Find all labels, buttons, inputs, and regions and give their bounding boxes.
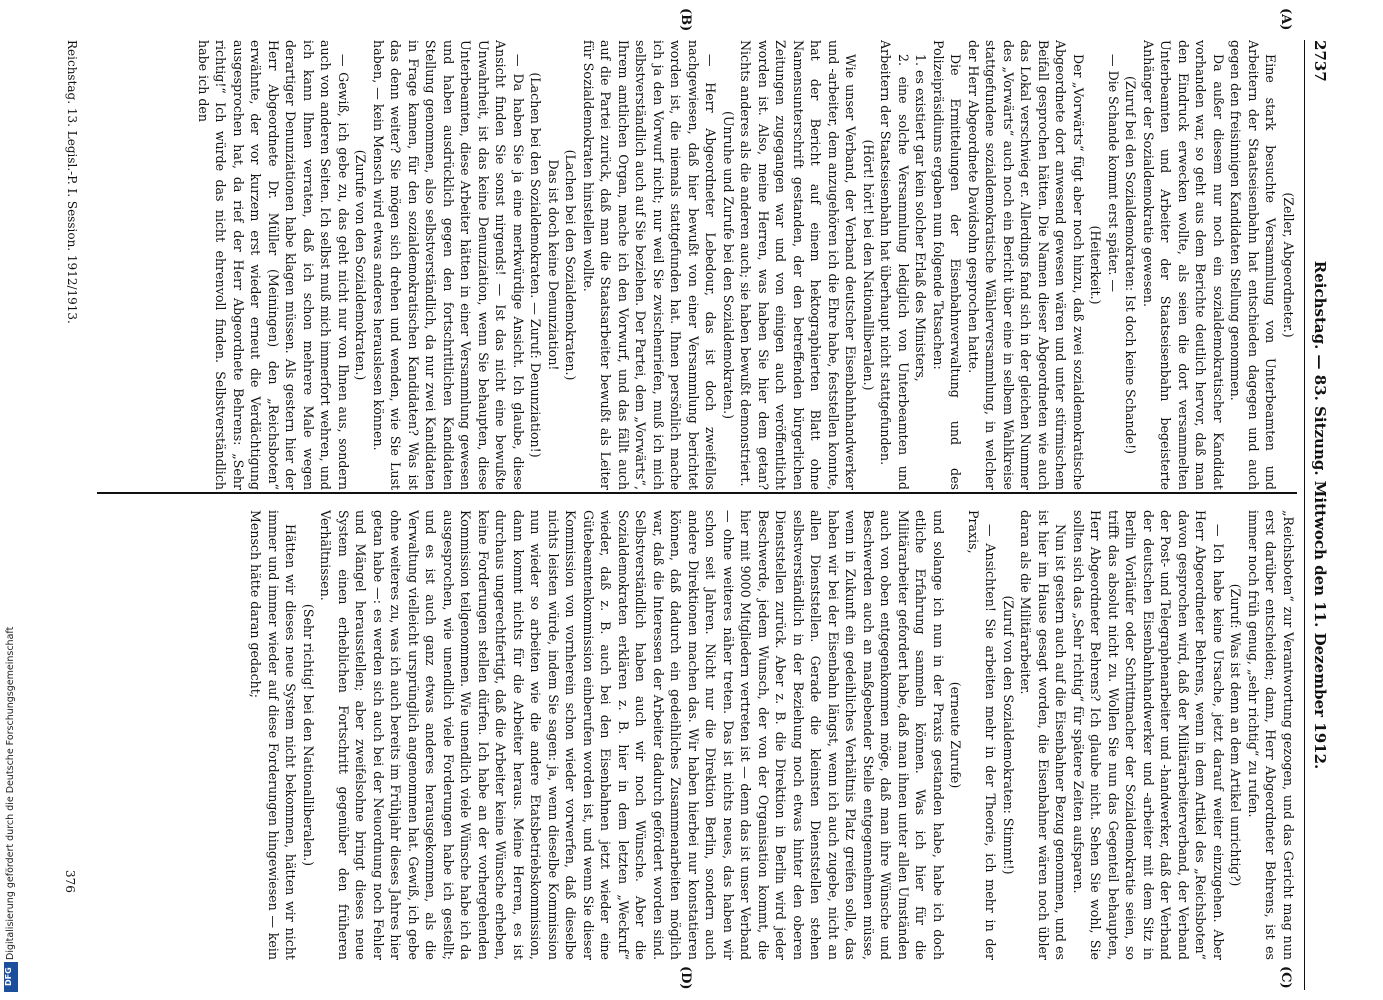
paragraph: Wie unser Verband, der Verband deutscher Eisenbahnhandwerker und -arbeiter, dem anzugehören ich die Ehre habe, feststellen konnte, hat der Bericht auf einem hektographierten Blatt ohne Namensunterschrift gestanden, der den betreffenden bürgerlichen Zeitungen zugegangen war und von einigen auch veröffentlicht worden ist. Also, meine Herren, was haben Sie hier dem getan? Nichts anderes als die anderen auch; sie haben bewußt demonstriert.	[738, 40, 859, 490]
paragraph: — Ansichten! Sie arbeiten mehr in der Theorie, ich mehr in der Praxis,	[966, 510, 999, 960]
interjection: (erneute Zurufe)	[948, 681, 964, 789]
interjection: (Hört! hört! bei den Nationalliberalen.)	[861, 139, 876, 391]
page-footer: Reichstag. 13. Legisl.-P. I. Session. 1912/1913.	[65, 40, 79, 324]
paragraph: — Da haben Sie ja eine merkwürdige Ansicht. Ich glaube, diese Ansicht finden Sie sonst nirgends! — Ist das nicht eine bewußte Unwahrheit, ist das keine Denunziation, wenn Sie behaupten, diese Unterbeamten, diese Arbeiter hätten in einer Versammlung gewesen und haben ausdrücklich gegen den fortschrittlichen Kandidaten Stellung genommen, also selbstverständlich, da nur zwei Kandidaten in Frage kamen, für den sozialdemokratischen Kandidaten? Was ist das denn weiter? Sie mögen sich drehen und wenden, wie Sie Lust haben, — kein Mensch wird etwas anderes herauslesen können.	[371, 40, 526, 490]
dfg-logo: DFG	[4, 962, 18, 992]
margin-mark-a: (A)	[1278, 8, 1293, 31]
header-title: Reichstag. — 83. Sitzung. Mittwoch den 11. Dezember 1912.	[1311, 260, 1329, 770]
page-header	[1304, 40, 1331, 990]
column-divider	[97, 492, 1297, 494]
interjection: (Unruhe und Zurufe bei den Sozialdemokraten.)	[721, 110, 736, 420]
interjection: (Sehr richtig! bei den Nationalliberalen.)	[301, 603, 316, 867]
header-page-number: 2737	[1311, 40, 1329, 82]
paragraph: Das ist doch keine Denunziation!	[546, 159, 561, 371]
paragraph: „Reichsboten“ zur Verantwortung gezogen, und das Gericht mag nun erst darüber entscheiden; dann, Herr Abgeordneter Behrens, ist es immer noch früh genug, „sehr richtig“ zu rufen.	[1246, 510, 1296, 960]
right-column	[87, 510, 1297, 960]
margin-mark-c: (C)	[1278, 966, 1293, 989]
paragraph: — Die Schande kommt erst später. —	[1106, 54, 1121, 293]
paragraph: — Gewiß, ich gebe zu, das geht nicht nur von Ihnen aus, sondern auch von anderen Seiten. Ich selbst muß mich immerfort wehren, und ich kann Ihnen verraten, daß ich schon mehrere Male wegen derartiger Denunziationen habe klagen müssen. Als gestern hier der Herr Abgeordnete Dr. Müller (Meiningen) den „Reichsboten“ erwähnte, der vor kurzem erst wieder erneut die Verdächtigung ausgesprochen hat, da rief der Herr Abgeordnete Behrens: „Sehr richtig!“ Ich würde das nicht ehrenvoll finden. Selbstverständlich habe ich den	[196, 40, 351, 490]
interjection: (Heiterkeit.)	[1088, 225, 1104, 305]
list-item: 1. es existiert gar kein solcher Erlaß des Ministers,	[913, 54, 929, 382]
speaker-line: (Zeller, Abgeordneter.)	[1281, 192, 1296, 338]
margin-mark-d: (D)	[678, 966, 693, 990]
interjection: (Zurufe von den Sozialdemokraten.)	[353, 149, 369, 381]
interjection: (Lachen bei den Sozialdemokraten. — Zuruf: Denunziation!)	[528, 72, 544, 458]
interjection: (Zuruf bei den Sozialdemokraten: Ist doch keine Schande!)	[1123, 75, 1139, 455]
paragraph: — Herr Abgeordneter Lebedour, das ist doch zweifellos nachgewiesen, daß hier bewußt von einer Versammlung berichtet worden ist, die niemals stattgefunden hat. Ihnen persönlich mache ich ja den Vorwurf nicht; nur weil Sie zwischenriefen, muß ich mich selbstverständlich auch auf Sie beziehen. Der Partei, dem „Vorwärts“, Ihrem amtlichen Organ, mache ich den Vorwurf, und das fällt auch auf die Partei zurück, daß man die Staatsarbeiter bewußt als Leiter für Sozialdemokraten hinstellen wollte.	[581, 40, 719, 490]
paragraph: Hätten wir dieses neue System nicht bekommen, hätten wir nicht immer und immer wieder auf diese Forderungen hingewiesen — kein Mensch hätte daran gedacht;	[248, 510, 299, 960]
paragraph: Da außer diesem nur noch ein sozialdemokratischer Kandidat vorhanden war, so geht aus dem Berichte deutlich hervor, daß man den Eindruck erwecken wollte, als seien die dort versammelten Unterbeamten und Arbeiter der Staatseisenbahn begeisterte Anhänger der Sozialdemokratie gewesen.	[1141, 40, 1226, 490]
digitization-note: Digitalisierung gefördert durch die Deutsche Forschungsgemeinschaft	[5, 626, 16, 960]
interjection: (Lachen bei den Sozialdemokraten.)	[563, 149, 579, 381]
left-column	[87, 40, 1297, 490]
printed-page-number: 376	[63, 870, 77, 893]
interjection: (Zuruf von den Sozialdemokraten: Stimmt!)	[1001, 595, 1016, 875]
interjection: (Zuruf: Was ist denn an dem Artikel unrichtig?)	[1228, 583, 1244, 887]
list-item: 2. eine solche Versammlung lediglich von Unterbeamten und Arbeitern der Staatseisenbahn hat überhaupt nicht stattgefunden.	[878, 40, 911, 490]
paragraph: Nun ist gestern auch auf die Eisenbahner Bezug genommen, und es ist hier im Hause gesagt worden, die Eisenbahner wären noch übler daran als die Militärarbeiter.	[1018, 510, 1069, 960]
paragraph: Eine stark besuchte Versammlung von Unterbeamten und Arbeitern der Staatseisenbahn hat entschieden dagegen und auch gegen den freisinnigen Kandidaten Stellung genommen.	[1228, 40, 1279, 490]
paragraph: Der „Vorwärts“ fügt aber noch hinzu, daß zwei sozialdemokratische Abgeordnete dort anwesend gewesen wären und unter stürmischem Beifall gesprochen hätten. Die Namen dieser Abgeordneten wie auch das Lokal verschwieg er. Allerdings fand sich in der gleichen Nummer des „Vorwärts“ auch noch ein Bericht über eine in selbem Wahlkreise stattgefundene sozialdemokratische Wählerversammlung, in welcher der Herr Abgeordnete Davidsohn gesprochen hatte.	[966, 40, 1086, 490]
paragraph: — Ich habe keine Ursache, jetzt darauf weiter einzugehen. Aber Herr Abgeordneter Behrens, wenn in dem Artikel des „Reichsboten“ davon gesprochen wird, daß der Militärarbeiterverband, der Verband der Post- und Telegraphenarbeiter und -handwerker, daß der Verband der deutschen Eisenbahnhandwerker und -arbeiter mit dem Sitz in Berlin Vorläufer oder Schrittmacher der Sozialdemokratie seien, so trifft das absolut nicht zu. Wollen Sie nun das Gegenteil behaupten, Herr Abgeordneter Behrens? Ich glaube nicht. Sehen Sie wohl, Sie sollten sich das „Sehr richtig“ für spätere Zeiten aufsparen.	[1071, 510, 1226, 960]
paragraph: Die Ermittelungen der Eisenbahnverwaltung und des Polizeipräsidiums ergaben nun folgende Tatsachen:	[931, 40, 964, 490]
paragraph: und solange ich nun in der Praxis gestanden habe, habe ich doch etliche Erfahrung sammeln können. Was ich hier für die Militärarbeiter gefordert habe, daß man ihnen unter allen Umständen auch von oben entgegenkommen möge, daß man ihre Wünsche und Beschwerden auch an maßgebender Stelle entgegennehmen müsse, wenn in Zukunft ein gedeihliches Verhältnis Platz greifen solle, das haben wir bei der Eisenbahn längst, wenn ich auch zugebe, nicht an allen Dienststellen. Gerade die kleinsten Dienststellen stehen selbstverständlich in der Beziehung noch etwas hinter den oberen Dienststellen zurück. Aber z. B. die Direktion in Berlin wird jeder Beschwerde, jedem Wunsch, der von der Organisation kommt, die hier mit 9000 Mitgliedern vertreten ist — denn das ist unser Verband — ohne weiteres näher treten. Das ist nichts neues, das haben wir schon seit Jahren. Nicht nur die Direktion Berlin, sondern auch andere Direktionen machen das. Wir haben hierbei nur konstatieren können, daß dadurch ein gedeihliches Zusammenarbeiten möglich war, daß die Interessen der Arbeiter dadurch gefördert worden sind. Selbstverständlich haben auch wir noch Wünsche. Aber die Sozialdemokraten erklären z. B. hier in dem letzten „Weckruf“ wieder, daß z. B. auch bei den Eisenbahnen jetzt wieder eine Gütebeamtenkommission einberufen worden ist, und wenn Sie dieser Kommission von vornherein schon wieder vorwerfen, daß dieselbe nichts leisten würde, indem Sie sagen: ja, wenn dieselbe Kommission nun wieder so arbeiten wie die andere Etatsbetriebskommission, dann kommt nichts für die Arbeiter heraus. Meine Herren, es ist durchaus ungerechtfertigt, daß die Arbeiter keine Wünsche erheben, keine Forderungen stellen dürfen. Ich habe an der vorhergehenden Kommission teilgenommen. Wie unendlich viele Wünsche habe ich da ausgesprochen, wie unendlich viele Forderungen habe ich gestellt; und es ist auch ganz etwas anderes herausgekommen, als die Verwaltung vielleicht ursprünglich angenommen hat. Gewiß, ich gebe ohne weiteres zu, was ich auch bereits im Frühjahr dieses Jahres hier getan habe —: es werden sich auch bei der Neuordnung noch Fehler und Mängel herausstellen; aber zweifelsohne bringt dieses neue System einen erheblichen Fortschritt gegenüber den früheren Verhältnissen.	[318, 510, 946, 960]
margin-mark-b: (B)	[678, 8, 693, 32]
